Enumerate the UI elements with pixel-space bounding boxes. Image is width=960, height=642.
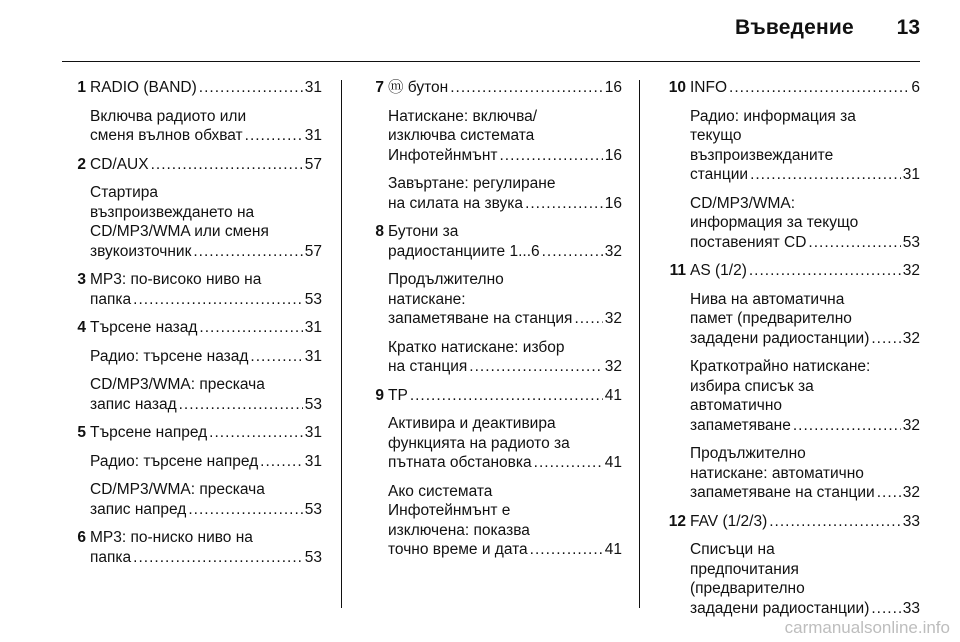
page-reference: 32 [604,358,622,375]
entry-text: избира списък за [690,377,814,395]
dot-leader [727,78,909,98]
page-reference: 32 [604,310,622,327]
entry-text: запаметяване на станция [388,310,573,327]
entry-number: 2 [77,155,86,173]
entry-text: Бутони за [388,223,459,240]
page-reference: 32 [604,242,622,260]
entry-text: Активира и деактивира [388,415,556,432]
entry-number: 5 [77,424,86,441]
entry-item [90,107,322,146]
entry-text: Продължително [690,445,806,462]
entry-text: автоматично [690,397,783,414]
page-reference: 31 [304,319,322,336]
page-reference: 6 [911,79,920,96]
dot-leader [532,453,603,473]
page-reference: 31 [304,347,322,365]
entry-text: Търсене напред [90,424,208,441]
index-entry [668,78,920,252]
page-header-title: Въведение [735,16,854,39]
page-reference: 16 [604,79,622,96]
page-reference: 53 [304,395,322,413]
entry-item [388,414,622,473]
page-reference: 41 [604,386,622,404]
entry-text: запис напред [90,500,187,518]
dot-leader [498,146,603,166]
page-reference: 32 [902,329,920,347]
entry-text: Списъци на [690,541,775,558]
entry-text: Инфотейнмънт [388,146,498,164]
page-reference: 16 [604,146,622,164]
dot-leader [523,194,603,214]
entry-text: CD/MP3/WMA: [690,194,796,212]
entry-text: сменя вълнов обхват [90,127,243,144]
entry-text: точно време и дата [388,541,528,558]
dot-leader [572,309,602,329]
entry-text: станции [690,166,749,183]
column-2 [375,78,622,569]
entry-item [90,183,322,261]
dot-leader [869,329,900,349]
entry-text: натискане: автоматично [690,464,864,482]
entry-text: функцията на радиото за [388,434,570,452]
entry-text: MP3: по-ниско ниво на [90,529,253,546]
entry-item [388,482,622,560]
entry-number: 1 [77,79,86,96]
dot-leader [197,78,303,98]
entry-text: INFO [690,79,728,96]
entry-text: на станция [388,358,468,375]
entry-number: 7 [375,79,384,96]
index-entry [77,318,322,414]
entry-text: Завъртане: регулиране [388,175,556,192]
entry-text: Краткотрайно натискане: [690,358,871,375]
entry-text: FAV (1/2/3) [690,512,768,530]
dot-leader [131,290,303,310]
watermark: carmanualsonline.info [784,618,950,637]
dot-leader [875,483,901,503]
entry-text: Нива на автоматична [690,290,845,308]
entry-item [388,386,622,406]
entry-item [690,444,920,503]
dot-leader [791,416,901,436]
entry-item [90,375,322,414]
entry-text: Ако системата [388,482,493,500]
page-reference: 31 [304,79,322,96]
index-entry [77,270,322,309]
page-reference: 53 [304,548,322,566]
page-reference: 33 [902,512,920,530]
entry-item [388,78,622,98]
entry-item [90,480,322,519]
column-3 [668,78,920,627]
entry-item [90,270,322,309]
page-reference: 31 [902,166,920,183]
entry-item [690,290,920,349]
dot-leader [528,540,603,560]
entry-item [388,174,622,213]
entry-number: 10 [668,79,686,96]
entry-text: Радио: информация за [690,107,856,125]
dot-leader [186,500,302,520]
entry-number: 12 [668,512,686,530]
entry-item [90,452,322,472]
entry-item [90,318,322,338]
dot-leader [748,165,901,185]
entry-text: Натискане: включва/ [388,107,538,125]
entry-text: MP3: по-високо ниво на [90,271,262,288]
entry-item [690,261,920,281]
entry-text: радиостанциите 1...6 [388,242,540,260]
entry-text: информация за текущо [690,214,859,231]
entry-text: CD/MP3/WMA: прескача [90,376,265,393]
entry-item [388,222,622,261]
entry-text: ⓜ бутон [388,79,449,96]
entry-text: пътната обстановка [388,454,532,471]
entry-text: CD/MP3/WMA или сменя [90,223,269,240]
dot-leader [467,357,602,377]
entry-text: изключва системата [388,127,535,144]
header-divider [62,61,920,62]
entry-item [90,78,322,98]
page-number: 13 [896,16,920,39]
page-reference: 57 [304,155,322,173]
page-reference: 57 [304,242,322,260]
index-entry [77,155,322,262]
page-reference: 32 [902,484,920,501]
dot-leader [540,242,603,262]
dot-leader [207,423,303,443]
page-reference: 16 [604,194,622,212]
dot-leader [131,548,303,568]
dot-leader [243,126,303,146]
index-entry [77,78,322,146]
index-entry [77,528,322,567]
entry-text: запаметяване на станции [690,484,875,501]
entry-text: Продължително [388,271,504,288]
entry-item [90,347,322,367]
entry-text: Радио: търсене назад [90,347,249,365]
entry-text: текущо [690,127,742,144]
entry-text: на силата на звука [388,194,524,212]
entry-number: 11 [669,262,686,279]
entry-text: поставеният CD [690,233,807,251]
entry-text: Инфотейнмънт е [388,502,511,519]
entry-item [90,155,322,175]
entry-text: звукоизточник [90,242,192,260]
column-divider-2 [639,80,640,608]
dot-leader [806,233,900,253]
entry-number: 6 [77,529,86,546]
page-reference: 31 [304,424,322,441]
entry-item [90,528,322,567]
entry-item [690,540,920,618]
page-reference: 33 [902,599,920,617]
dot-leader [191,242,302,262]
page-reference: 53 [304,290,322,308]
dot-leader [197,318,302,338]
entry-text: папка [90,290,132,308]
entry-item [690,357,920,435]
page-reference: 41 [604,541,622,558]
column-1 [77,78,322,576]
entry-item [90,423,322,443]
entry-item [690,194,920,253]
entry-item [690,107,920,185]
entry-text: памет (предварително [690,310,852,327]
entry-text: изключена: показва [388,521,530,539]
dot-leader [767,512,901,532]
page-reference: 53 [902,233,920,251]
entry-text: възпроизвеждането на [90,203,255,221]
index-entry [375,78,622,213]
dot-leader [149,155,303,175]
index-entry [375,222,622,377]
entry-text: зададени радиостанции) [690,599,870,617]
entry-text: Радио: търсене напред [90,452,259,470]
entry-number: 9 [375,386,384,404]
entry-item [690,512,920,532]
entry-item [690,78,920,98]
dot-leader [448,78,603,98]
dot-leader [747,261,901,281]
entry-text: (предварително [690,580,805,597]
entry-item [388,338,622,377]
dot-leader [258,452,303,472]
index-entry [668,512,920,619]
entry-text: запаметяване [690,416,791,434]
entry-text: запис назад [90,395,177,413]
entry-text: TP [388,386,408,404]
page-reference: 31 [304,127,322,144]
entry-text: натискане: [388,290,466,308]
entry-text: CD/AUX [90,155,149,173]
dot-leader [177,395,303,415]
index-entry [669,261,920,503]
entry-text: Кратко натискане: избор [388,338,565,356]
entry-text: AS (1/2) [690,262,747,279]
entry-text: CD/MP3/WMA: прескача [90,481,265,498]
page-reference: 31 [304,452,322,470]
entry-text: Включва радиото или [90,107,247,125]
dot-leader [869,599,900,619]
dot-leader [408,386,603,406]
entry-number: 3 [77,271,86,288]
entry-number: 4 [77,319,86,336]
entry-text: възпроизвежданите [690,146,834,164]
page-reference: 53 [304,500,322,518]
entry-text: Търсене назад [90,319,198,336]
page-reference: 32 [902,262,920,279]
entry-number: 8 [375,223,384,240]
entry-text: предпочитания [690,560,799,578]
index-entry [77,423,322,519]
entry-text: папка [90,548,132,566]
entry-text: Стартира [90,184,159,201]
dot-leader [248,347,302,367]
entry-item [388,270,622,329]
page-reference: 32 [902,416,920,434]
entry-item [388,107,622,166]
entry-text: RADIO (BAND) [90,79,197,96]
column-divider-1 [341,80,342,608]
index-entry [375,386,622,560]
entry-text: зададени радиостанции) [690,329,870,347]
page-reference: 41 [604,454,622,471]
